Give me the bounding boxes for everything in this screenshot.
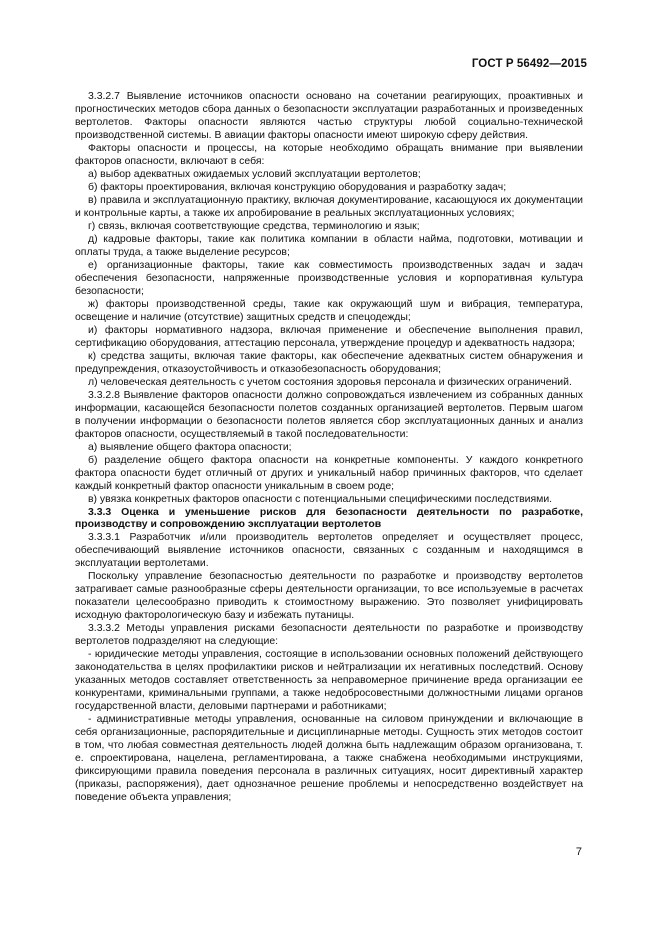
paragraph: 3.3.2.8 Выявление факторов опасности должно сопровождаться извлечением из собранных данных информации, касающейся безопасности полетов созданных организацией вертолетов. Первым шагом в получении информации о безопасности полетов является сбор эксплуатационных данных и анализ факторов опасности, осуществляемый в такой последовательности: [75, 389, 583, 440]
paragraph: 3.3.3.1 Разработчик и/или производитель вертолетов определяет и осуществляет процесс, обеспечивающий выявление источников опасности, связанных с созданным и находящимся в эксплуатации вертолетами. [75, 532, 583, 570]
list-item: к) средства защиты, включая такие факторы, как обеспечение адекватных систем обнаружения и предупреждения, отказоустойчивость и отказобезопасность оборудования; [75, 350, 583, 375]
list-item: а) выявление общего фактора опасности; [88, 441, 292, 453]
list-item: б) разделение общего фактора опасности на конкретные компоненты. У каждого конкретного фактора опасности будет отличный от других и уникальный набор причинных факторов, что сделает каждый конкретный фактор опасности уникальным в своем роде; [75, 454, 583, 492]
list-item: - юридические методы управления, состоящие в использовании основных положений действующего законодательства в целях профилактики рисков и нейтрализации их негативных последствий. Основу указанных методов составляет ответственность за неправомерное причинение вреда организации ее конкурентами, криминальными группами, а также недобросовестными должностными лицами органов государственной власти, деловыми партнерами и работниками; [75, 649, 583, 713]
list-item: е) организационные факторы, такие как совместимость производственных задач и задач обеспечения безопасности, напряженные производственные условия и корпоративная культура безопасности; [75, 259, 583, 297]
list-item: и) факторы нормативного надзора, включая применение и обеспечение выполнения правил, сертификацию оборудования, аттестацию персонала, утверждение процедур и адекватность надзора; [75, 324, 583, 349]
list-item: л) человеческая деятельность с учетом состояния здоровья персонала и физических ограничений. [88, 376, 572, 388]
list-item: б) факторы проектирования, включая конструкцию оборудования и разработку задач; [88, 181, 507, 193]
paragraph: Факторы опасности и процессы, на которые необходимо обращать внимание при выявлении факторов опасности, включают в себя: [75, 142, 583, 167]
list-item: д) кадровые факторы, такие как политика компании в области найма, подготовки, мотивации и оплаты труда, а также выделение ресурсов; [75, 233, 583, 258]
paragraph: 3.3.3.2 Методы управления рисками безопасности деятельности по разработке и производству вертолетов подразделяют на следующие: [75, 623, 583, 648]
page-number: 7 [575, 846, 582, 858]
list-item: в) правила и эксплуатационную практику, включая документирование, касающуюся их документации и контрольные карты, а также их апробирование в реальных эксплуатационных условиях; [75, 194, 583, 219]
paragraph: 3.3.2.7 Выявление источников опасности основано на сочетании реагирующих, проактивных и прогностических методов сбора данных о безопасности эксплуатации разработанных и произведенных вертолетов. Факторы опасности являются частью структуры любой социально-технической производственной системы. В авиации факторы опасности имеют широкую сферу действия. [75, 91, 583, 141]
list-item: - административные методы управления, основанные на силовом принуждении и включающие в себя организационные, распорядительные и дисциплинарные методы. Сущность этих методов состоит в том, что любая совместная деятельность людей должна быть надлежащим образом организована, т. е. спроектирована, нацелена, регламентирована, а также снабжена необходимыми инструкциями, фиксирующими правила поведения персонала в различных ситуациях, носит директивный характер (приказы, распоряжения), дает однозначное решение проблемы и непосредственно воздействует на поведение объекта управления; [75, 714, 583, 804]
list-item: а) выбор адекватных ожидаемых условий эксплуатации вертолетов; [88, 168, 421, 180]
list-item: в) увязка конкретных факторов опасности с потенциальными специфическими последствиями. [88, 493, 553, 505]
section-heading: 3.3.3 Оценка и уменьшение рисков для безопасности деятельности по разработке, производству и сопровождению эксплуатации вертолетов [75, 506, 583, 531]
standard-header: ГОСТ Р 56492—2015 [471, 58, 587, 70]
list-item: г) связь, включая соответствующие средства, терминологию и язык; [88, 220, 420, 232]
paragraph: Поскольку управление безопасностью деятельности по разработке и производству вертолетов затрагивает самые разнообразные сферы деятельности организации, то все используемые в расчетах показатели целесообразно приводить к стоимостному выражению. Это позволяет унифицировать исходную факторологическую базу и избежать путаницы. [75, 571, 583, 622]
body-text [75, 91, 583, 805]
list-item: ж) факторы производственной среды, такие как окружающий шум и вибрация, температура, освещение и наличие (отсутствие) защитных средств и спецодежды; [75, 298, 583, 323]
